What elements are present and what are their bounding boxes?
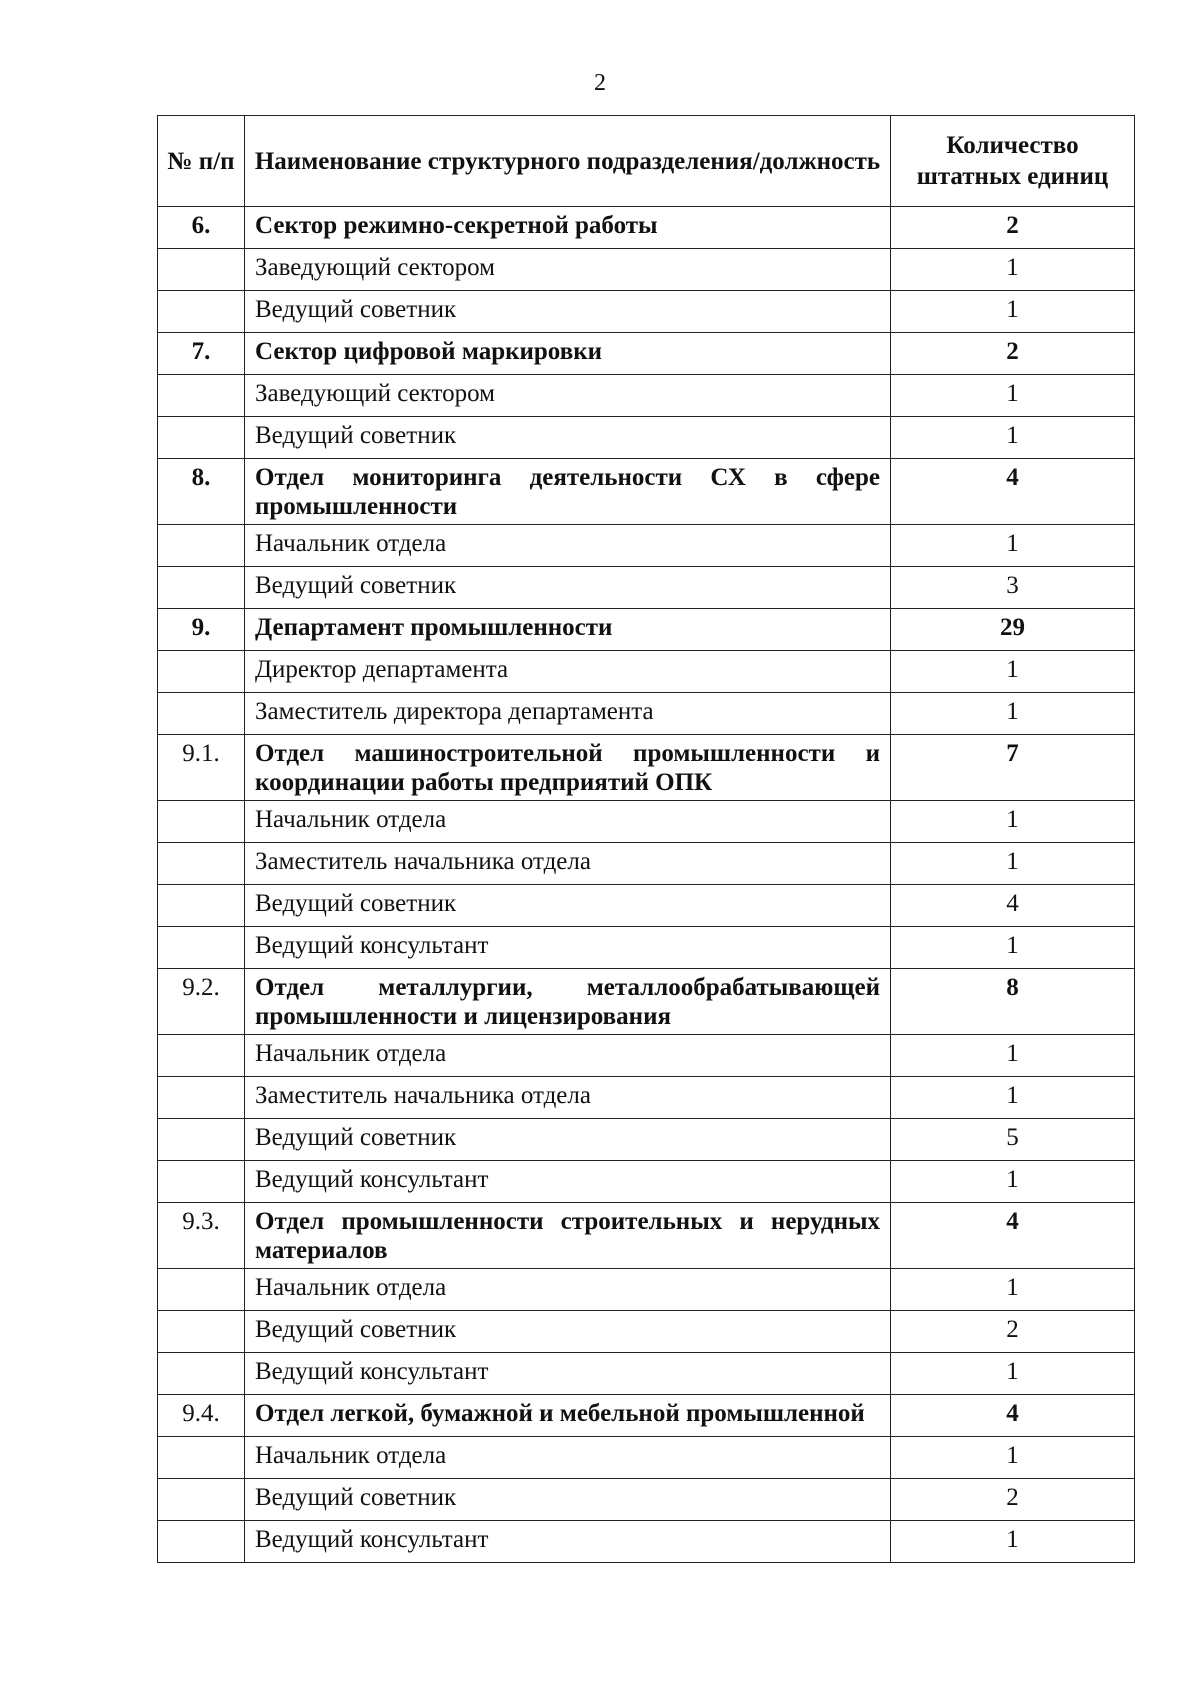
staff-count: 1 [891,1077,1135,1119]
position-name: Заместитель начальника отдела [245,843,891,885]
row-number [158,525,245,567]
staff-count: 29 [891,609,1135,651]
row-number: 9.2. [158,969,245,1035]
row-number: 7. [158,333,245,375]
table-row [158,1035,1135,1077]
position-name: Начальник отдела [245,801,891,843]
row-number [158,417,245,459]
staff-count: 1 [891,843,1135,885]
row-number [158,1269,245,1311]
position-name: Начальник отдела [245,1269,891,1311]
row-number [158,1035,245,1077]
position-name: Заместитель директора департамента [245,693,891,735]
section-row [158,969,1135,1035]
position-name: Ведущий советник [245,885,891,927]
table-row [158,1311,1135,1353]
table-row [158,249,1135,291]
staff-count: 1 [891,1161,1135,1203]
row-number [158,651,245,693]
staff-count: 1 [891,291,1135,333]
staffing-table [157,115,1135,1563]
table-row [158,927,1135,969]
table-row [158,1437,1135,1479]
position-name: Заведующий сектором [245,249,891,291]
table-row [158,693,1135,735]
unit-name: Отдел мониторинга деятельности СХ в сфере промышленности [245,459,891,525]
unit-name: Отдел промышленности строительных и нерудных материалов [245,1203,891,1269]
unit-name: Отдел машиностроительной промышленности и координации работы предприятий ОПК [245,735,891,801]
table-row [158,1077,1135,1119]
header-count: Количество штатных единиц [891,116,1135,207]
position-name: Ведущий консультант [245,1353,891,1395]
position-name: Заместитель начальника отдела [245,1077,891,1119]
position-name: Ведущий советник [245,567,891,609]
table-row [158,567,1135,609]
position-name: Ведущий советник [245,1119,891,1161]
position-name: Директор департамента [245,651,891,693]
position-name: Ведущий консультант [245,1521,891,1563]
row-number: 9. [158,609,245,651]
staff-count: 1 [891,1437,1135,1479]
row-number [158,885,245,927]
position-name: Ведущий советник [245,291,891,333]
row-number [158,1161,245,1203]
row-number [158,693,245,735]
row-number: 8. [158,459,245,525]
staff-count: 2 [891,1311,1135,1353]
table-row [158,417,1135,459]
row-number [158,1479,245,1521]
staff-count: 1 [891,375,1135,417]
section-row [158,1395,1135,1437]
staff-count: 2 [891,207,1135,249]
staff-count: 7 [891,735,1135,801]
position-name: Ведущий консультант [245,927,891,969]
row-number [158,1353,245,1395]
table-row [158,885,1135,927]
table-row [158,1119,1135,1161]
position-name: Ведущий советник [245,417,891,459]
table-row [158,1353,1135,1395]
section-row [158,1203,1135,1269]
table-header-row [158,116,1135,207]
table-row [158,801,1135,843]
row-number [158,249,245,291]
staff-count: 1 [891,1269,1135,1311]
staff-count: 2 [891,1479,1135,1521]
table-row [158,375,1135,417]
section-row [158,207,1135,249]
staff-count: 1 [891,249,1135,291]
position-name: Начальник отдела [245,1437,891,1479]
staff-count: 1 [891,1521,1135,1563]
row-number [158,375,245,417]
row-number [158,1077,245,1119]
staff-count: 1 [891,1353,1135,1395]
staff-count: 2 [891,333,1135,375]
table-row [158,525,1135,567]
table-row [158,1161,1135,1203]
staff-count: 1 [891,927,1135,969]
table-row [158,291,1135,333]
row-number [158,567,245,609]
table-row [158,1521,1135,1563]
table-row [158,1479,1135,1521]
row-number [158,1437,245,1479]
staff-count: 1 [891,651,1135,693]
section-row [158,333,1135,375]
unit-name: Отдел металлургии, металлообрабатывающей промышленности и лицензирования [245,969,891,1035]
position-name: Начальник отдела [245,1035,891,1077]
unit-name: Отдел легкой, бумажной и мебельной промышленной [245,1395,891,1437]
row-number [158,1119,245,1161]
row-number [158,291,245,333]
staff-count: 4 [891,885,1135,927]
table-row [158,1269,1135,1311]
row-number [158,1311,245,1353]
row-number: 9.3. [158,1203,245,1269]
position-name: Ведущий консультант [245,1161,891,1203]
unit-name: Департамент промышленности [245,609,891,651]
page-number: 2 [594,70,606,96]
row-number: 9.4. [158,1395,245,1437]
position-name: Ведущий советник [245,1311,891,1353]
staff-count: 1 [891,1035,1135,1077]
position-name: Ведущий советник [245,1479,891,1521]
staff-count: 4 [891,1203,1135,1269]
unit-name: Сектор цифровой маркировки [245,333,891,375]
staff-count: 4 [891,459,1135,525]
position-name: Начальник отдела [245,525,891,567]
staff-count: 1 [891,693,1135,735]
staff-count: 1 [891,525,1135,567]
staff-count: 3 [891,567,1135,609]
unit-name: Сектор режимно-секретной работы [245,207,891,249]
row-number: 9.1. [158,735,245,801]
staff-count: 1 [891,417,1135,459]
staff-count: 1 [891,801,1135,843]
row-number [158,927,245,969]
table-row [158,651,1135,693]
position-name: Заведующий сектором [245,375,891,417]
header-name: Наименование структурного подразделения/должность [245,116,891,207]
row-number [158,843,245,885]
row-number [158,801,245,843]
header-number: № п/п [158,116,245,207]
staff-count: 5 [891,1119,1135,1161]
table-body [158,207,1135,1563]
section-row [158,459,1135,525]
row-number: 6. [158,207,245,249]
staff-count: 4 [891,1395,1135,1437]
section-row [158,735,1135,801]
row-number [158,1521,245,1563]
table-row [158,843,1135,885]
section-row [158,609,1135,651]
staff-count: 8 [891,969,1135,1035]
